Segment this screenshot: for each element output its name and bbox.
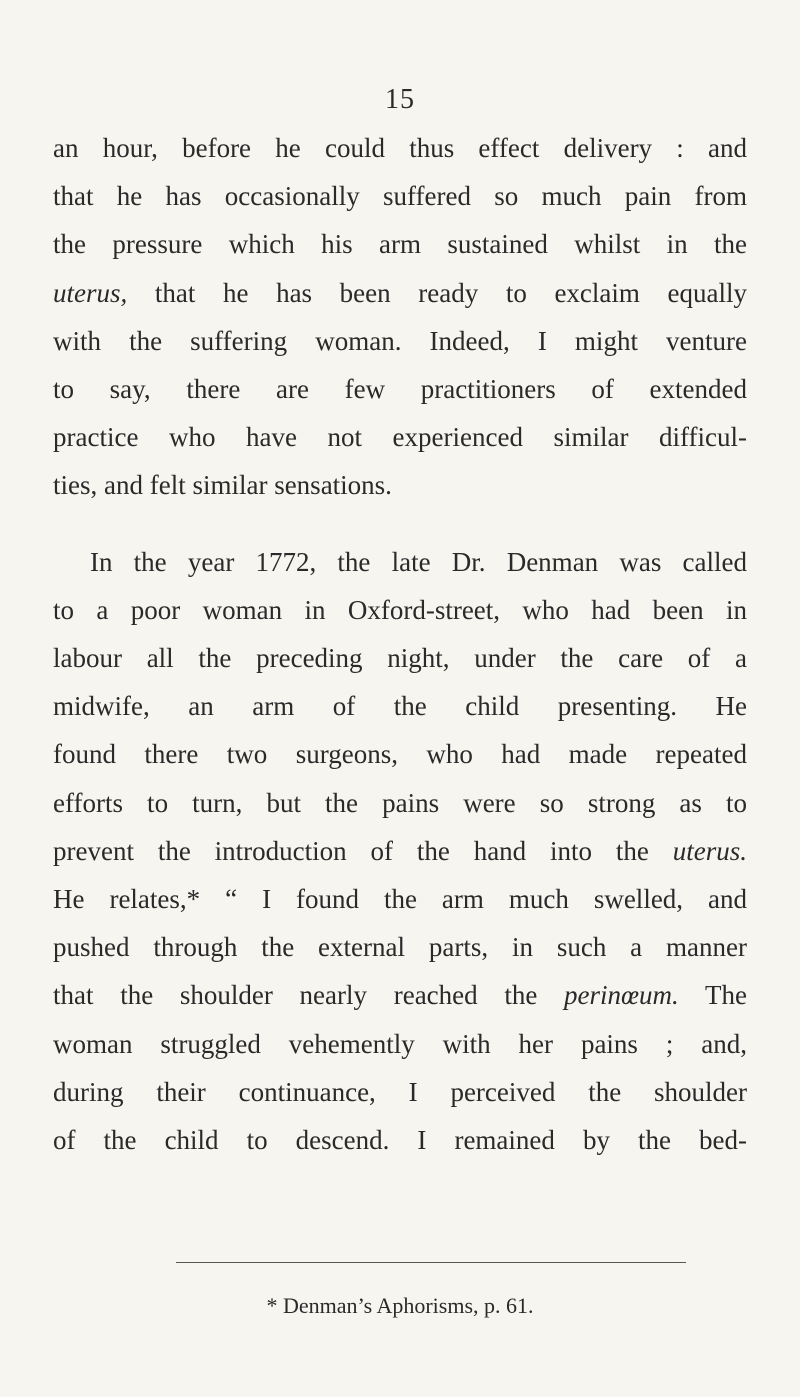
text-line: efforts to turn, but the pains were so strong as to	[53, 787, 747, 818]
text-line: woman struggled vehemently with her pains ; and,	[53, 1028, 747, 1059]
text-line: to say, there are few practitioners of extended	[53, 374, 747, 404]
text-line: practice who have not experienced similar difficul-	[53, 422, 747, 453]
text-run: that he has been ready to exclaim equally	[127, 277, 747, 308]
text-run: that the shoulder nearly reached the	[53, 980, 565, 1011]
text-line: He relates,* “ I found the arm much swelled, and	[53, 884, 747, 914]
text-line: midwife, an arm of the child presenting. He	[53, 691, 747, 722]
italic-term: uterus.	[672, 835, 747, 866]
text-line: ties, and felt similar sensations.	[53, 470, 392, 501]
text-line: pushed through the external parts, in such a manner	[53, 932, 747, 963]
footnote: * Denman’s Aphorisms, p. 61.	[266, 1293, 534, 1318]
text-line	[53, 276, 747, 310]
italic-term: perinœum.	[564, 980, 679, 1011]
text-line: the pressure which his arm sustained whilst in the	[53, 229, 747, 260]
footnote-divider	[176, 1262, 686, 1263]
italic-term: uterus,	[53, 277, 128, 308]
text-line: during their continuance, I perceived the shoulder	[53, 1076, 747, 1107]
text-run: The	[678, 980, 747, 1011]
text-line: an hour, before he could thus effect delivery : and	[53, 133, 747, 163]
text-line: to a poor woman in Oxford-street, who had been in	[53, 594, 747, 625]
text-line: labour all the preceding night, under the care of a	[53, 643, 747, 673]
text-run: prevent the introduction of the hand into the	[53, 835, 673, 866]
text-line: In the year 1772, the late Dr. Denman was called	[90, 546, 747, 577]
text-line: of the child to descend. I remained by the bed-	[53, 1125, 747, 1155]
text-line	[53, 834, 747, 868]
text-line: that he has occasionally suffered so much pain from	[53, 181, 747, 212]
text-line: found there two surgeons, who had made repeated	[53, 739, 747, 770]
text-line: with the suffering woman. Indeed, I might venture	[53, 325, 747, 356]
text-line	[53, 978, 747, 1012]
page-number: 15	[385, 84, 415, 115]
